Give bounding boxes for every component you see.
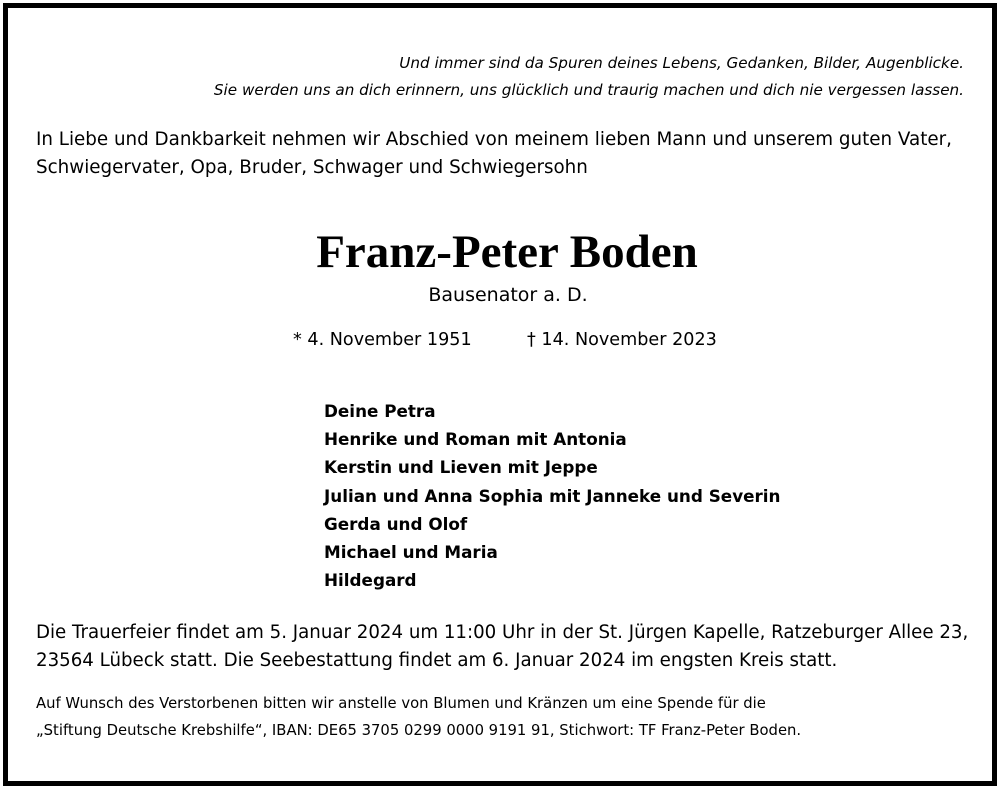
intro-text — [36, 126, 952, 182]
mourner-item: Deine Petra — [324, 401, 436, 421]
funeral-line-2: 23564 Lübeck statt. Die Seebestattung findet am 6. Januar 2024 im engsten Kreis statt. — [36, 650, 838, 671]
mourner-item: Julian und Anna Sophia mit Janneke und Severin — [324, 485, 781, 506]
mourner-item: Hildegard — [324, 570, 417, 591]
mourner-item: Kerstin und Lieven mit Jeppe — [324, 457, 598, 478]
funeral-info — [36, 619, 968, 675]
birth-date: * 4. November 1951 — [293, 330, 472, 350]
quote-line-2: Sie werden uns an dich erinnern, uns glücklich und traurig machen und dich nie vergessen lassen. — [213, 81, 964, 99]
donation-line-1: Auf Wunsch des Verstorbenen bitten wir anstelle von Blumen und Kränzen um eine Spende für die — [36, 695, 766, 712]
mourner-item: Gerda und Olof — [324, 513, 468, 534]
donation-line-2: „Stiftung Deutsche Krebshilfe“, IBAN: DE65 3705 0299 0000 9191 91, Stichwort: TF Franz-Peter Boden. — [36, 722, 802, 739]
deceased-title: Bausenator a. D. — [428, 284, 588, 306]
quote-line-1: Und immer sind da Spuren deines Lebens, Gedanken, Bilder, Augenblicke. — [399, 54, 964, 72]
mourner-item: Michael und Maria — [324, 542, 498, 563]
deceased-name: Franz-Peter Boden — [316, 226, 698, 278]
mourner-item: Henrike und Roman mit Antonia — [324, 429, 627, 450]
funeral-line-1: Die Trauerfeier findet am 5. Januar 2024 um 11:00 Uhr in der St. Jürgen Kapelle, Ratzeburger Allee 23, — [36, 622, 969, 643]
intro-line-1: In Liebe und Dankbarkeit nehmen wir Abschied von meinem lieben Mann und unserem guten Vater, — [36, 129, 952, 150]
donation-info — [36, 690, 801, 744]
death-date: † 14. November 2023 — [527, 330, 717, 350]
intro-line-2: Schwiegervater, Opa, Bruder, Schwager und Schwiegersohn — [36, 157, 588, 178]
memorial-quote — [214, 50, 964, 104]
mourners-list — [324, 397, 781, 594]
